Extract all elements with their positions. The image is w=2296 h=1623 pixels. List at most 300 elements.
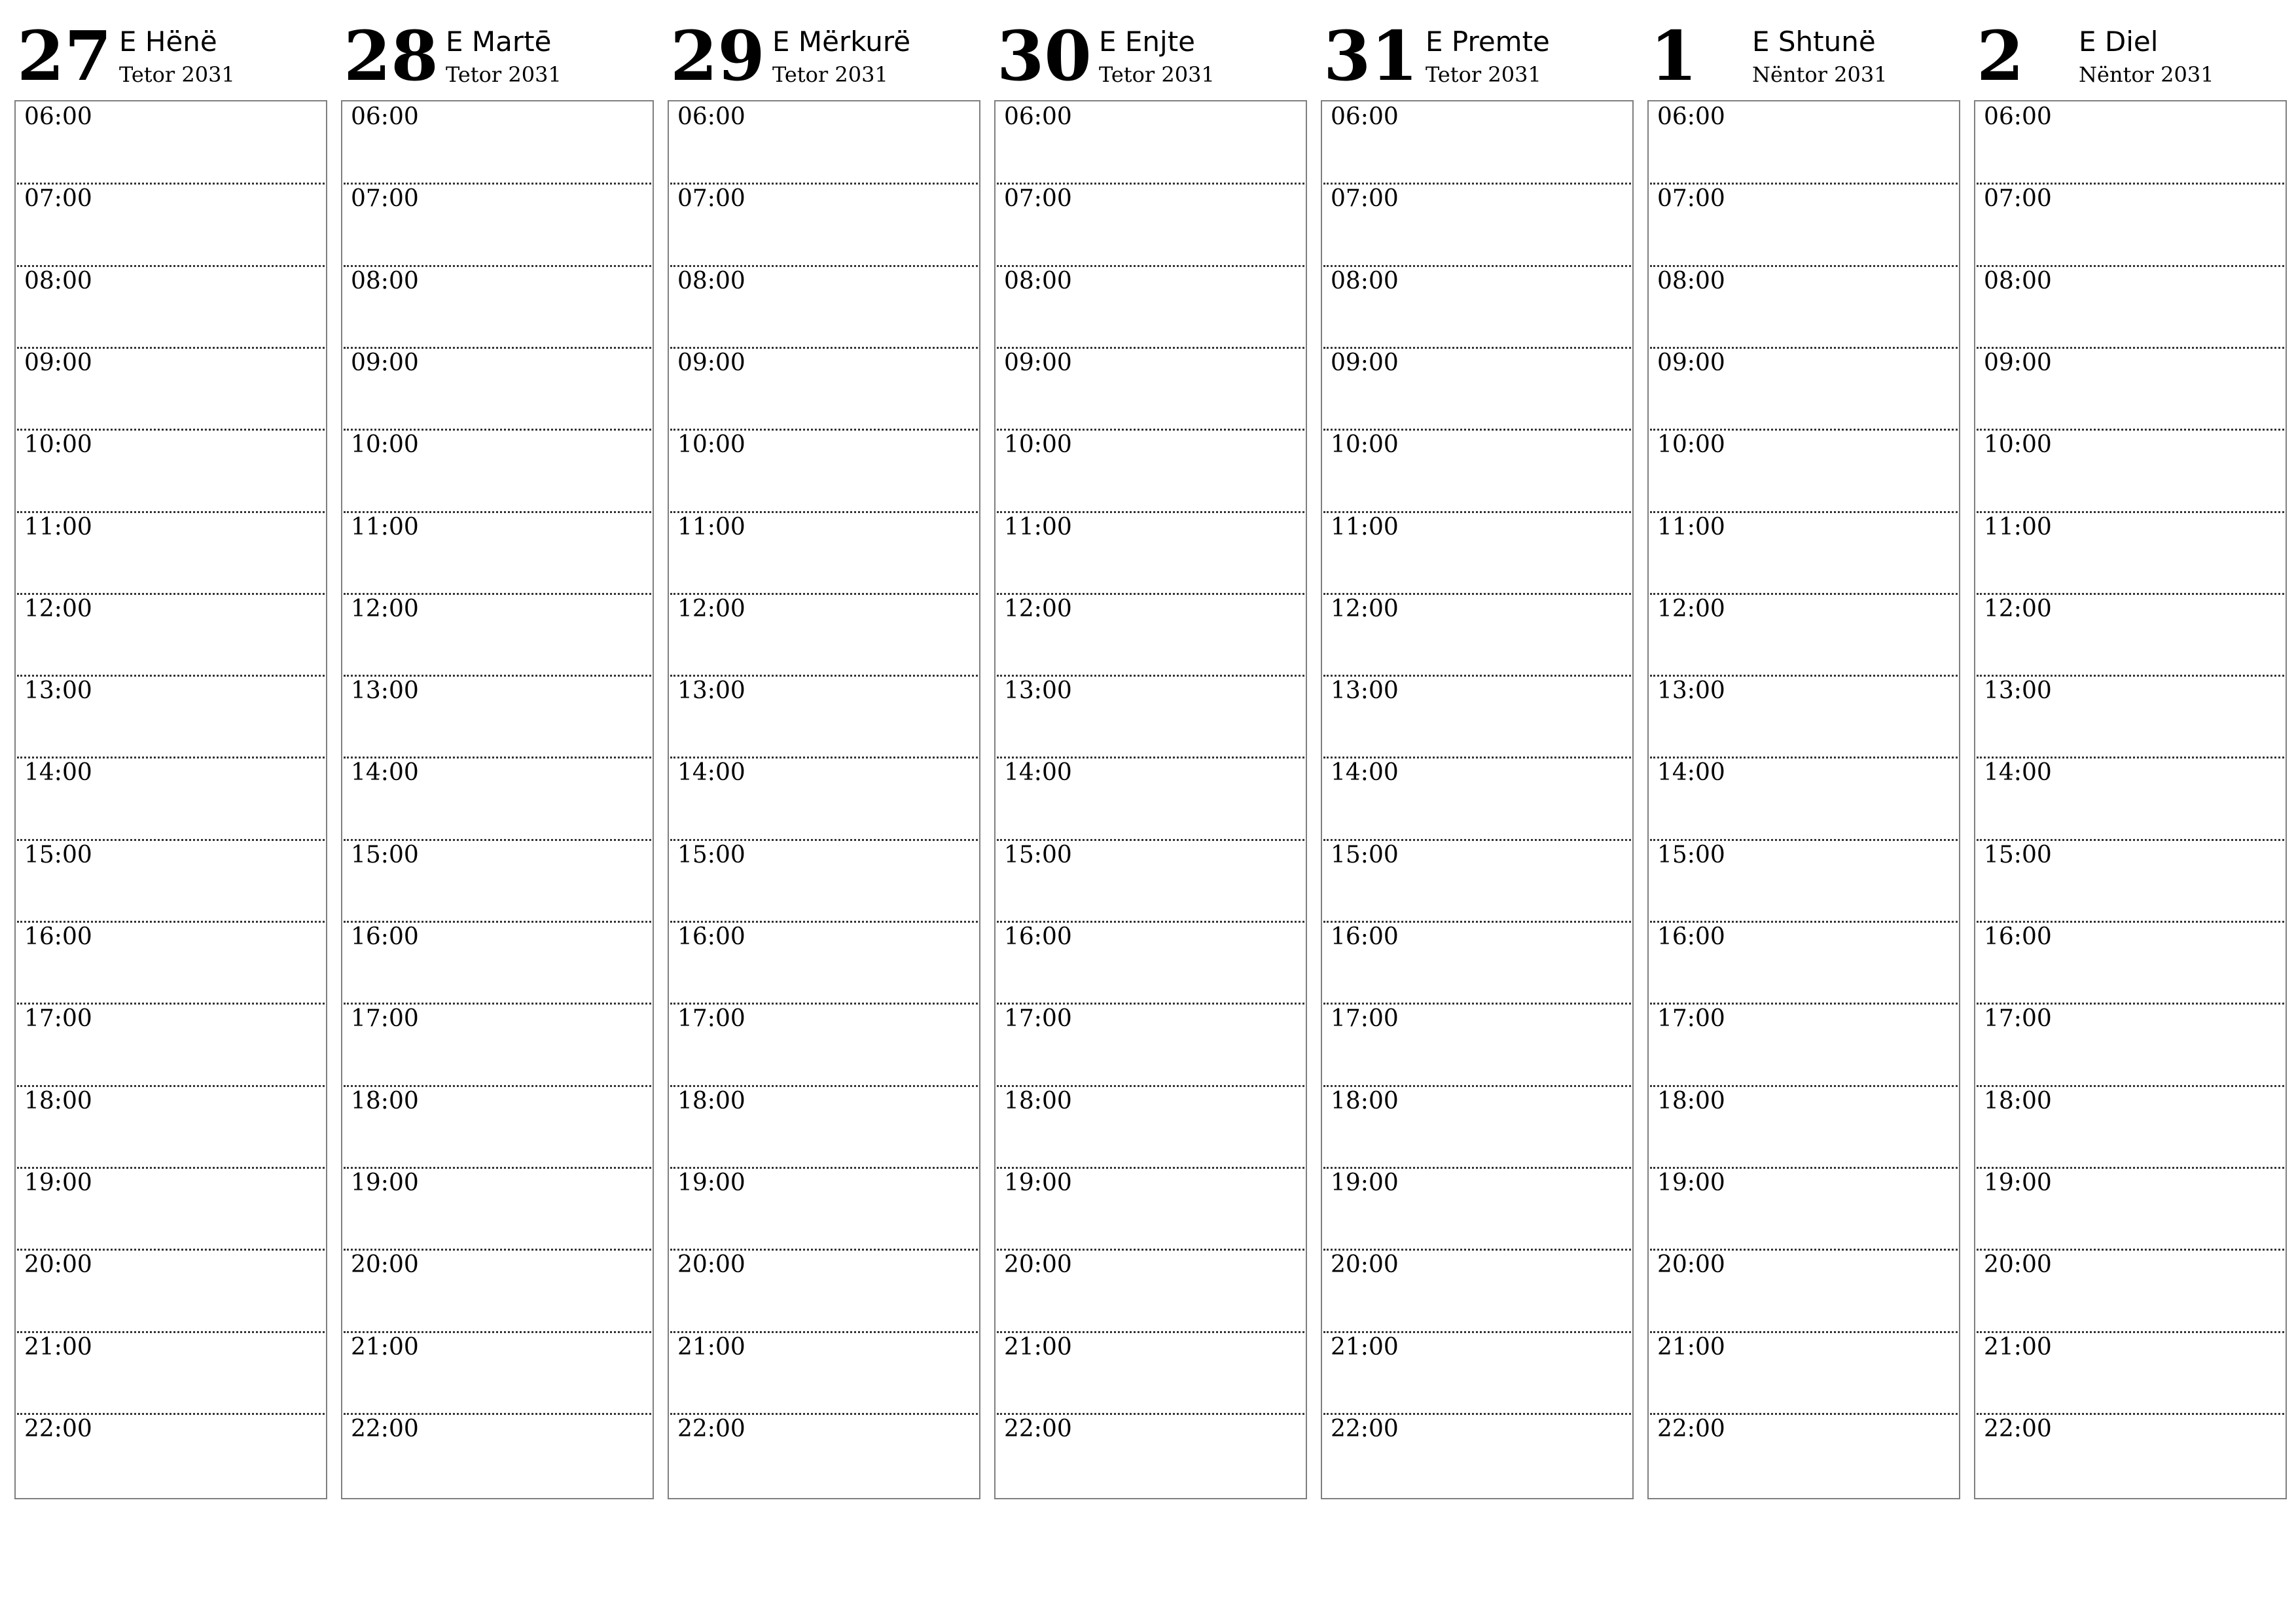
hour-separator (997, 757, 1304, 758)
time-label: 22:00 (1657, 1415, 1725, 1442)
time-slot[interactable] (997, 429, 1304, 511)
time-label: 08:00 (1984, 267, 2052, 294)
time-label: 20:00 (1004, 1251, 1072, 1279)
time-slot[interactable] (1650, 1003, 1958, 1085)
time-label: 21:00 (351, 1333, 419, 1361)
time-label: 14:00 (1657, 759, 1725, 787)
month-year-label: Tetor 2031 (772, 62, 888, 87)
time-label: 16:00 (1657, 923, 1725, 950)
time-slot[interactable] (1977, 183, 2284, 265)
month-year-label: Tetor 2031 (446, 62, 562, 87)
time-slot[interactable] (17, 675, 325, 757)
day-header (1321, 16, 1634, 100)
hour-separator (670, 675, 978, 677)
time-slot[interactable] (17, 266, 325, 348)
time-slot[interactable] (344, 348, 651, 429)
hour-separator (1650, 347, 1958, 349)
hour-separator (17, 347, 325, 349)
hour-separator (670, 921, 978, 923)
day-column (1321, 16, 1634, 1500)
hour-separator (670, 757, 978, 758)
day-column (1647, 16, 1960, 1500)
hour-separator (997, 429, 1304, 431)
hour-separator (997, 839, 1304, 841)
time-label: 07:00 (1331, 185, 1399, 213)
time-label: 08:00 (1657, 267, 1725, 294)
time-slot[interactable] (1323, 512, 1631, 594)
time-slot[interactable] (1323, 266, 1631, 348)
hour-separator (997, 183, 1304, 185)
time-slot[interactable] (1323, 675, 1631, 757)
time-label: 20:00 (1984, 1251, 2052, 1279)
day-number: 27 (17, 16, 112, 96)
time-slot[interactable] (344, 1332, 651, 1414)
hour-separator (344, 1003, 651, 1005)
time-label: 13:00 (1657, 677, 1725, 705)
hour-separator (997, 593, 1304, 595)
hour-separator (344, 1413, 651, 1415)
time-slot[interactable] (344, 1086, 651, 1168)
hour-separator (997, 1167, 1304, 1169)
hour-separator (1650, 921, 1958, 923)
time-label: 07:00 (1004, 185, 1072, 213)
hour-separator (1323, 757, 1631, 758)
time-slot[interactable] (1977, 1249, 2284, 1331)
hour-separator (17, 675, 325, 677)
time-slot[interactable] (17, 512, 325, 594)
time-slot[interactable] (670, 1168, 978, 1249)
hour-separator (17, 839, 325, 841)
time-slot[interactable] (997, 1414, 1304, 1495)
time-label: 20:00 (1331, 1251, 1399, 1279)
time-slot[interactable] (997, 512, 1304, 594)
time-label: 21:00 (1657, 1333, 1725, 1361)
time-label: 12:00 (1004, 595, 1072, 622)
time-slot[interactable] (997, 266, 1304, 348)
time-slot[interactable] (17, 1086, 325, 1168)
time-slot[interactable] (1650, 429, 1958, 511)
time-slot[interactable] (670, 1332, 978, 1414)
month-year-label: Tetor 2031 (1099, 62, 1215, 87)
time-slot[interactable] (997, 101, 1304, 183)
hour-separator (1323, 839, 1631, 841)
hour-separator (1650, 1331, 1958, 1333)
hour-separator (1650, 511, 1958, 513)
time-slot[interactable] (17, 1168, 325, 1249)
hour-separator (997, 511, 1304, 513)
hour-separator (670, 1003, 978, 1005)
time-slot[interactable] (344, 757, 651, 839)
time-slot[interactable] (670, 840, 978, 921)
time-label: 16:00 (1004, 923, 1072, 950)
time-slot[interactable] (1977, 1332, 2284, 1414)
hour-separator (344, 921, 651, 923)
time-slot[interactable] (344, 512, 651, 594)
time-slot[interactable] (344, 1168, 651, 1249)
time-slot[interactable] (1650, 183, 1958, 265)
time-slot[interactable] (1650, 675, 1958, 757)
time-label: 09:00 (1331, 349, 1399, 376)
time-label: 20:00 (24, 1251, 92, 1279)
hour-separator (1323, 1249, 1631, 1251)
time-slot[interactable] (997, 1249, 1304, 1331)
time-slot[interactable] (344, 266, 651, 348)
day-header (14, 16, 327, 100)
hour-separator (1650, 429, 1958, 431)
time-slot[interactable] (344, 1414, 651, 1495)
time-slot[interactable] (1650, 512, 1958, 594)
time-slot[interactable] (670, 348, 978, 429)
hour-separator (17, 757, 325, 758)
time-label: 12:00 (24, 595, 92, 622)
time-slot[interactable] (1650, 348, 1958, 429)
time-slot[interactable] (997, 183, 1304, 265)
time-slot[interactable] (670, 1414, 978, 1495)
time-slot[interactable] (1977, 757, 2284, 839)
time-label: 17:00 (1657, 1005, 1725, 1033)
hour-separator (997, 1331, 1304, 1333)
time-label: 18:00 (351, 1087, 419, 1115)
time-label: 21:00 (677, 1333, 745, 1361)
time-slot[interactable] (670, 266, 978, 348)
hour-separator (670, 183, 978, 185)
time-label: 20:00 (351, 1251, 419, 1279)
day-column (994, 16, 1307, 1500)
time-slot[interactable] (1977, 675, 2284, 757)
hour-separator (1323, 183, 1631, 185)
time-label: 11:00 (677, 513, 745, 541)
hour-separator (670, 1249, 978, 1251)
hour-separator (670, 1167, 978, 1169)
hour-separator (1977, 839, 2284, 841)
day-schedule-box (1974, 100, 2287, 1499)
time-slot[interactable] (670, 1249, 978, 1331)
hour-separator (1977, 1249, 2284, 1251)
hour-separator (1323, 921, 1631, 923)
time-slot[interactable] (1650, 1249, 1958, 1331)
time-slot[interactable] (997, 921, 1304, 1003)
time-label: 11:00 (1004, 513, 1072, 541)
time-slot[interactable] (344, 594, 651, 675)
time-label: 08:00 (1004, 267, 1072, 294)
time-slot[interactable] (1650, 1168, 1958, 1249)
day-header (994, 16, 1307, 100)
hour-separator (344, 265, 651, 267)
hour-separator (1977, 757, 2284, 758)
time-label: 21:00 (1984, 1333, 2052, 1361)
day-header (341, 16, 654, 100)
day-number: 2 (1977, 16, 2024, 96)
time-slot[interactable] (1977, 1003, 2284, 1085)
time-slot[interactable] (17, 1003, 325, 1085)
time-slot[interactable] (344, 101, 651, 183)
day-header (1647, 16, 1960, 100)
hour-separator (997, 1085, 1304, 1087)
time-slot[interactable] (997, 1086, 1304, 1168)
hour-separator (1323, 1003, 1631, 1005)
time-slot[interactable] (670, 101, 978, 183)
hour-separator (344, 429, 651, 431)
time-label: 15:00 (1657, 841, 1725, 868)
hour-separator (1323, 429, 1631, 431)
time-slot[interactable] (1323, 348, 1631, 429)
time-label: 07:00 (677, 185, 745, 213)
time-slot[interactable] (1323, 921, 1631, 1003)
hour-separator (1977, 1003, 2284, 1005)
day-number: 1 (1650, 16, 1698, 96)
time-label: 14:00 (1004, 759, 1072, 787)
weekday-name: E Martē (446, 26, 552, 58)
time-label: 16:00 (1984, 923, 2052, 950)
time-label: 11:00 (351, 513, 419, 541)
time-slot[interactable] (1323, 183, 1631, 265)
hour-separator (344, 347, 651, 349)
time-label: 08:00 (351, 267, 419, 294)
time-slot[interactable] (17, 921, 325, 1003)
time-label: 09:00 (1004, 349, 1072, 376)
time-label: 19:00 (1984, 1169, 2052, 1196)
time-slot[interactable] (670, 512, 978, 594)
time-label: 17:00 (351, 1005, 419, 1033)
time-label: 10:00 (1004, 431, 1072, 459)
time-label: 10:00 (1984, 431, 2052, 459)
time-label: 11:00 (1657, 513, 1725, 541)
hour-separator (1977, 511, 2284, 513)
time-slot[interactable] (17, 429, 325, 511)
time-label: 07:00 (1657, 185, 1725, 213)
time-slot[interactable] (1323, 594, 1631, 675)
time-label: 08:00 (677, 267, 745, 294)
time-label: 13:00 (1004, 677, 1072, 705)
month-year-label: Nëntor 2031 (1752, 62, 1888, 87)
hour-separator (997, 921, 1304, 923)
time-slot[interactable] (670, 675, 978, 757)
hour-separator (670, 1085, 978, 1087)
time-slot[interactable] (1323, 101, 1631, 183)
time-slot[interactable] (344, 840, 651, 921)
time-label: 14:00 (351, 759, 419, 787)
time-label: 15:00 (1331, 841, 1399, 868)
day-schedule-box (341, 100, 654, 1499)
time-slot[interactable] (344, 1249, 651, 1331)
time-slot[interactable] (1977, 594, 2284, 675)
time-label: 21:00 (24, 1333, 92, 1361)
time-slot[interactable] (997, 1003, 1304, 1085)
hour-separator (1650, 183, 1958, 185)
time-slot[interactable] (17, 594, 325, 675)
time-slot[interactable] (1650, 266, 1958, 348)
hour-separator (997, 1003, 1304, 1005)
time-label: 19:00 (24, 1169, 92, 1196)
time-slot[interactable] (1977, 429, 2284, 511)
time-slot[interactable] (670, 921, 978, 1003)
day-schedule-box (1321, 100, 1634, 1499)
hour-separator (17, 183, 325, 185)
time-slot[interactable] (17, 101, 325, 183)
time-slot[interactable] (997, 675, 1304, 757)
time-slot[interactable] (344, 429, 651, 511)
time-slot[interactable] (1323, 840, 1631, 921)
time-slot[interactable] (1650, 757, 1958, 839)
hour-separator (17, 593, 325, 595)
time-slot[interactable] (1977, 1168, 2284, 1249)
time-label: 10:00 (677, 431, 745, 459)
time-slot[interactable] (670, 1086, 978, 1168)
hour-separator (1977, 675, 2284, 677)
hour-separator (1977, 593, 2284, 595)
time-slot[interactable] (1650, 840, 1958, 921)
hour-separator (1977, 1331, 2284, 1333)
time-label: 18:00 (1331, 1087, 1399, 1115)
hour-separator (1650, 675, 1958, 677)
day-number: 29 (670, 16, 765, 96)
time-slot[interactable] (1977, 1086, 2284, 1168)
time-label: 21:00 (1004, 1333, 1072, 1361)
time-label: 18:00 (677, 1087, 745, 1115)
time-label: 15:00 (1984, 841, 2052, 868)
time-slot[interactable] (17, 840, 325, 921)
time-slot[interactable] (1323, 1332, 1631, 1414)
time-label: 09:00 (351, 349, 419, 376)
time-label: 11:00 (1984, 513, 2052, 541)
hour-separator (17, 1003, 325, 1005)
time-slot[interactable] (1977, 512, 2284, 594)
hour-separator (344, 757, 651, 758)
time-slot[interactable] (1977, 1414, 2284, 1495)
time-label: 08:00 (1331, 267, 1399, 294)
time-slot[interactable] (997, 1332, 1304, 1414)
time-label: 12:00 (351, 595, 419, 622)
hour-separator (670, 1413, 978, 1415)
time-slot[interactable] (1323, 1249, 1631, 1331)
hour-separator (1650, 1167, 1958, 1169)
time-slot[interactable] (997, 594, 1304, 675)
hour-separator (1323, 265, 1631, 267)
month-year-label: Tetor 2031 (1426, 62, 1541, 87)
time-slot[interactable] (17, 348, 325, 429)
time-label: 06:00 (1984, 103, 2052, 130)
time-slot[interactable] (1977, 101, 2284, 183)
time-label: 08:00 (24, 267, 92, 294)
time-label: 15:00 (24, 841, 92, 868)
time-slot[interactable] (1323, 1003, 1631, 1085)
time-label: 14:00 (1984, 759, 2052, 787)
time-slot[interactable] (670, 757, 978, 839)
time-slot[interactable] (1650, 1086, 1958, 1168)
hour-separator (1650, 1249, 1958, 1251)
time-label: 21:00 (1331, 1333, 1399, 1361)
time-slot[interactable] (1323, 429, 1631, 511)
day-schedule-box (1647, 100, 1960, 1499)
hour-separator (1323, 593, 1631, 595)
hour-separator (1650, 757, 1958, 758)
time-label: 19:00 (1331, 1169, 1399, 1196)
time-slot[interactable] (344, 921, 651, 1003)
hour-separator (17, 1331, 325, 1333)
hour-separator (1977, 1167, 2284, 1169)
time-slot[interactable] (1323, 1168, 1631, 1249)
time-slot[interactable] (17, 1414, 325, 1495)
time-label: 11:00 (1331, 513, 1399, 541)
hour-separator (1977, 429, 2284, 431)
time-label: 19:00 (1657, 1169, 1725, 1196)
time-slot[interactable] (17, 1249, 325, 1331)
time-slot[interactable] (997, 348, 1304, 429)
time-slot[interactable] (670, 429, 978, 511)
time-slot[interactable] (17, 1332, 325, 1414)
time-slot[interactable] (1650, 1414, 1958, 1495)
time-slot[interactable] (17, 757, 325, 839)
time-slot[interactable] (1650, 594, 1958, 675)
time-label: 17:00 (1004, 1005, 1072, 1033)
time-slot[interactable] (1650, 101, 1958, 183)
time-slot[interactable] (344, 675, 651, 757)
time-slot[interactable] (670, 183, 978, 265)
time-label: 09:00 (1984, 349, 2052, 376)
time-slot[interactable] (670, 594, 978, 675)
time-label: 16:00 (677, 923, 745, 950)
hour-separator (997, 347, 1304, 349)
time-label: 20:00 (1657, 1251, 1725, 1279)
time-label: 18:00 (1004, 1087, 1072, 1115)
time-label: 13:00 (1331, 677, 1399, 705)
time-slot[interactable] (1977, 921, 2284, 1003)
time-label: 09:00 (24, 349, 92, 376)
hour-separator (344, 511, 651, 513)
time-slot[interactable] (1323, 1414, 1631, 1495)
time-slot[interactable] (670, 1003, 978, 1085)
time-label: 11:00 (24, 513, 92, 541)
hour-separator (344, 593, 651, 595)
time-slot[interactable] (1977, 348, 2284, 429)
time-slot[interactable] (1323, 1086, 1631, 1168)
time-label: 06:00 (24, 103, 92, 130)
time-slot[interactable] (997, 840, 1304, 921)
time-slot[interactable] (1977, 840, 2284, 921)
hour-separator (17, 511, 325, 513)
hour-separator (670, 511, 978, 513)
time-slot[interactable] (1323, 757, 1631, 839)
hour-separator (670, 593, 978, 595)
time-slot[interactable] (1650, 1332, 1958, 1414)
time-slot[interactable] (344, 1003, 651, 1085)
time-label: 07:00 (1984, 185, 2052, 213)
time-label: 12:00 (1984, 595, 2052, 622)
time-slot[interactable] (997, 1168, 1304, 1249)
time-label: 15:00 (1004, 841, 1072, 868)
time-slot[interactable] (344, 183, 651, 265)
time-slot[interactable] (1650, 921, 1958, 1003)
day-number: 28 (344, 16, 439, 96)
time-label: 22:00 (24, 1415, 92, 1442)
day-header (1974, 16, 2287, 100)
day-column (1974, 16, 2287, 1500)
time-slot[interactable] (1977, 266, 2284, 348)
day-number: 30 (997, 16, 1092, 96)
hour-separator (344, 1085, 651, 1087)
time-label: 12:00 (1331, 595, 1399, 622)
time-slot[interactable] (17, 183, 325, 265)
hour-separator (670, 265, 978, 267)
time-label: 14:00 (1331, 759, 1399, 787)
time-label: 19:00 (351, 1169, 419, 1196)
time-label: 10:00 (24, 431, 92, 459)
time-label: 12:00 (1657, 595, 1725, 622)
time-slot[interactable] (997, 757, 1304, 839)
time-label: 20:00 (677, 1251, 745, 1279)
hour-separator (344, 1331, 651, 1333)
hour-separator (1323, 1331, 1631, 1333)
